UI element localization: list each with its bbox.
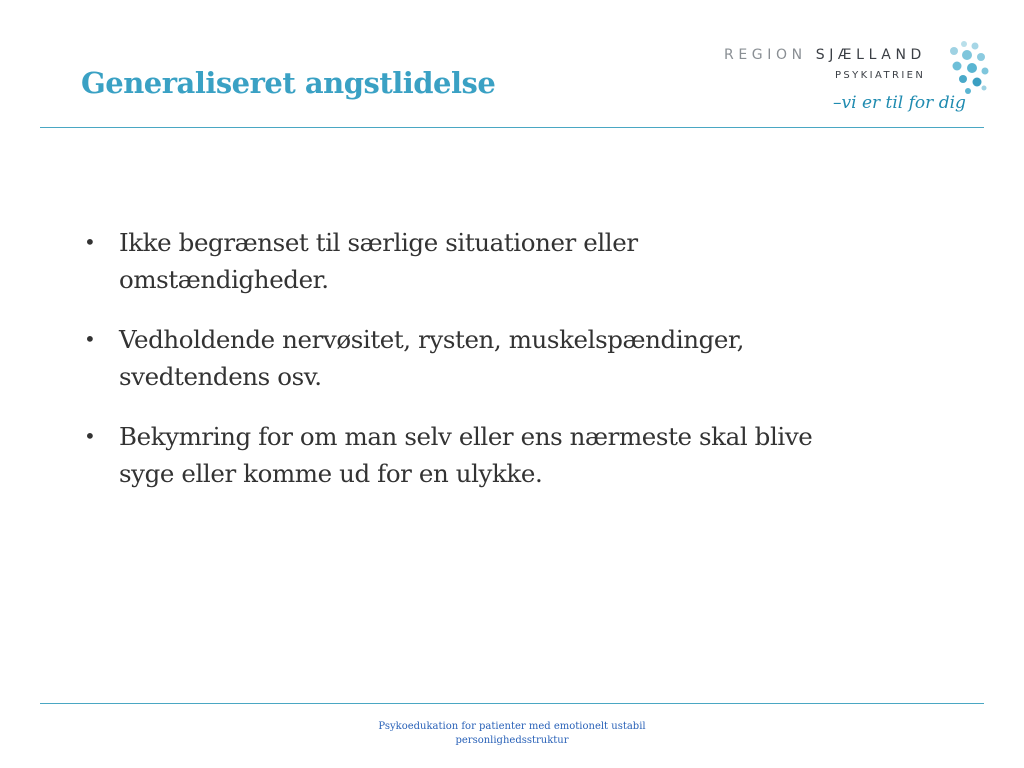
footer-caption xyxy=(312,720,712,748)
bullet-text-line: omstændigheder. xyxy=(119,265,329,294)
bullet-marker: • xyxy=(84,327,96,351)
logo-subtitle: PSYKIATRIEN xyxy=(835,70,926,81)
footer-line: Psykoedukation for patienter med emotionelt ustabil xyxy=(378,721,646,732)
logo-region-strong: SJÆLLAND xyxy=(815,47,926,63)
bullet-item xyxy=(84,224,964,298)
bullet-text-line: Bekymring for om man selv eller ens nærmeste skal blive xyxy=(119,422,813,451)
bullet-text-line: syge eller komme ud for en ulykke. xyxy=(119,459,543,488)
bullet-text-line: Vedholdende nervøsitet, rysten, muskelspændinger, xyxy=(119,325,745,354)
logo-region-text xyxy=(724,47,926,63)
bullet-item xyxy=(84,321,964,395)
bullet-text-line: Ikke begrænset til særlige situationer eller xyxy=(119,228,638,257)
logo-region-light: REGION xyxy=(724,47,807,63)
header-divider xyxy=(40,127,984,128)
bullet-text-line: svedtendens osv. xyxy=(119,362,322,391)
slide-title: Generaliseret angstlidelse xyxy=(81,66,496,100)
logo-tagline: –vi er til for dig xyxy=(833,93,966,113)
footer-line: personlighedsstruktur xyxy=(455,735,569,746)
bullet-marker: • xyxy=(84,424,96,448)
bullet-marker: • xyxy=(84,230,96,254)
bullet-item xyxy=(84,418,964,492)
bullet-list xyxy=(84,224,964,515)
footer-divider xyxy=(40,703,984,704)
dots-logo-icon xyxy=(946,40,992,96)
region-sjaelland-logo xyxy=(722,40,992,128)
